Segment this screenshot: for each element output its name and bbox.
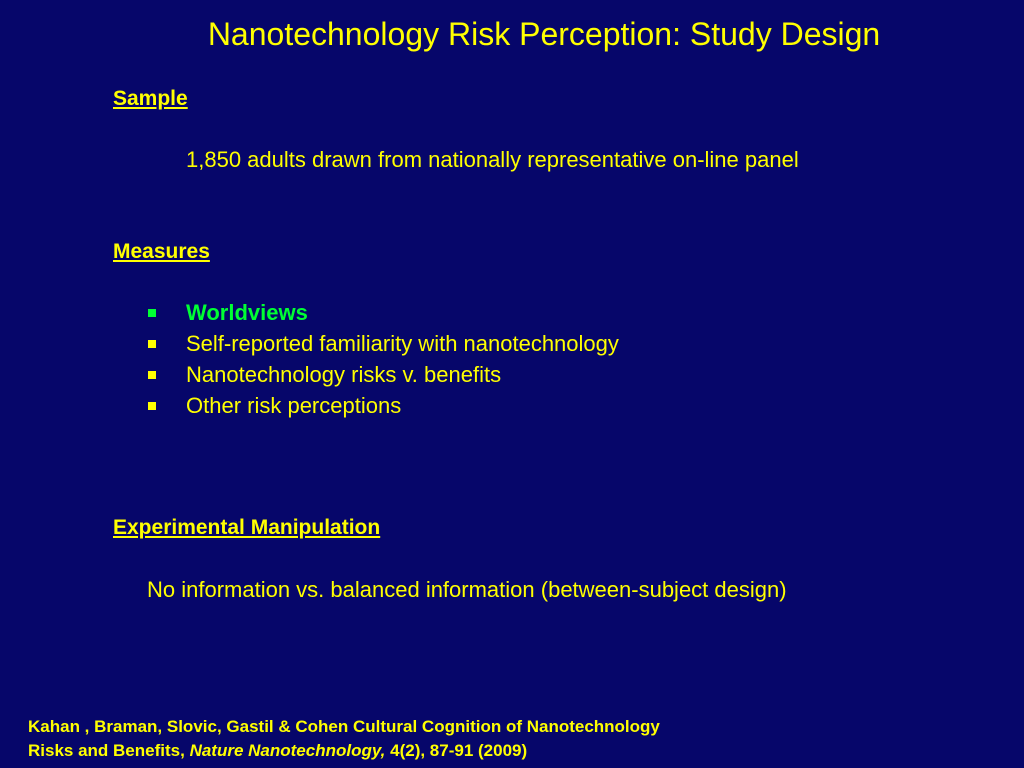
sample-heading: Sample [113,87,188,110]
bullet-icon [148,340,156,348]
manipulation-text: No information vs. balanced information (between-subject design) [147,577,787,602]
citation-suffix: 4(2), 87-91 (2009) [385,741,528,760]
bullet-icon [148,402,156,410]
citation-line-2 [28,741,527,761]
measures-heading: Measures [113,240,210,263]
citation-line-1: Kahan , Braman, Slovic, Gastil & Cohen Cultural Cognition of Nanotechnology [28,717,660,736]
sample-text: 1,850 adults drawn from nationally representative on-line panel [186,147,799,172]
list-item: Worldviews [186,300,308,325]
list-item: Other risk perceptions [186,393,402,418]
list-item: Nanotechnology risks v. benefits [186,362,502,387]
citation-prefix: Risks and Benefits, [28,741,190,760]
bullet-icon [148,309,156,317]
manipulation-heading: Experimental Manipulation [113,516,381,539]
bullet-icon [148,371,156,379]
citation-journal: Nature Nanotechnology, [189,741,386,760]
list-item: Self-reported familiarity with nanotechnology [186,331,619,356]
slide-title: Nanotechnology Risk Perception: Study Design [207,16,881,52]
